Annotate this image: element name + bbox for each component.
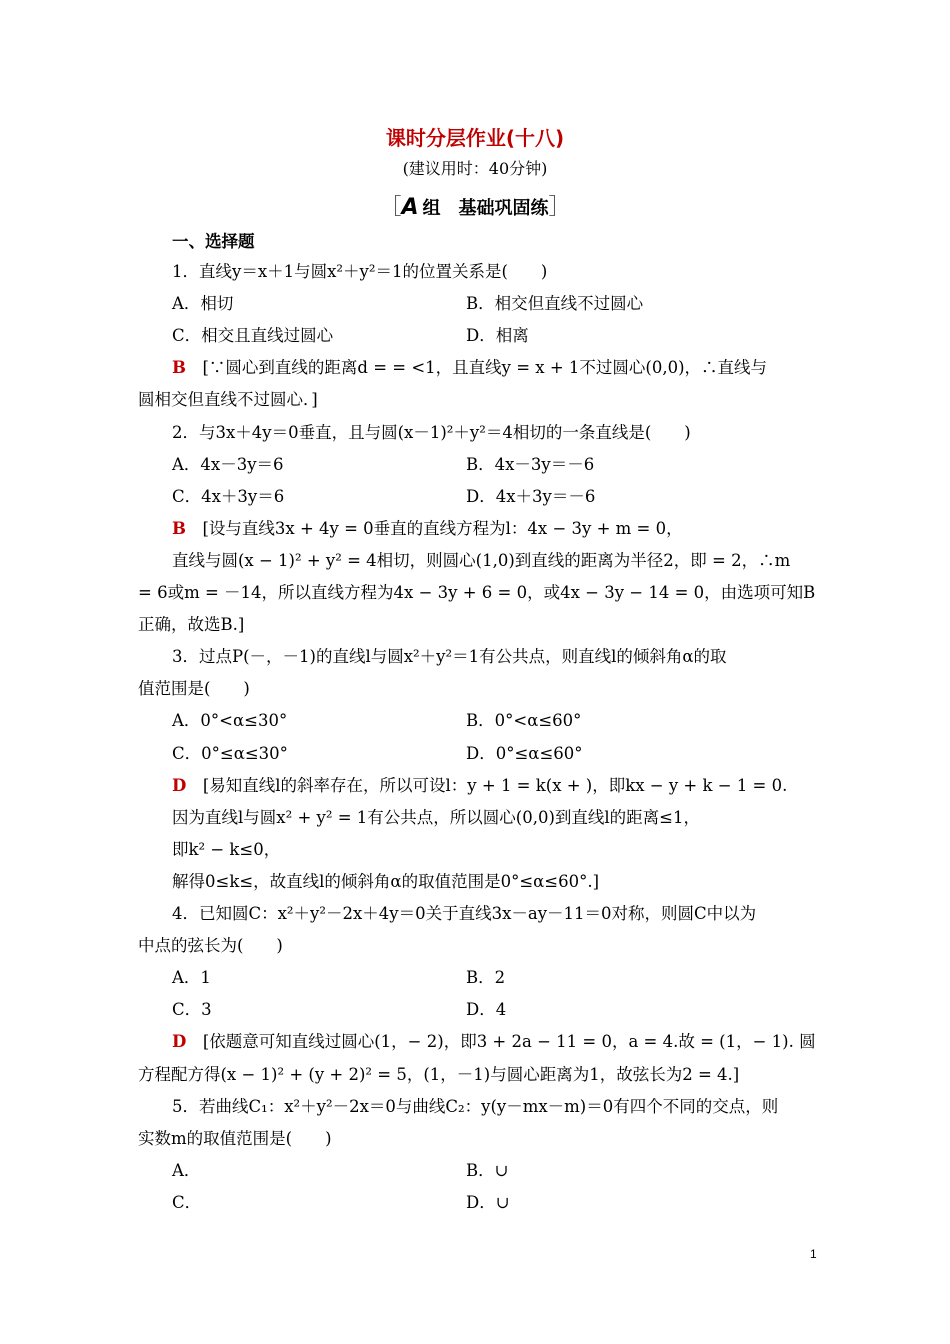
option-text: A．1 [172, 968, 211, 987]
option-text: B．相交但直线不过圆心 [466, 294, 644, 313]
line-text: 因为直线l与圆x² + y² = 1有公共点，所以圆心(0,0)到直线l的距离≤1， [172, 808, 700, 827]
group-badge: A [401, 195, 419, 220]
section-heading: 一、选择题 [172, 232, 255, 251]
option-text: C．4x＋3y＝6 [172, 487, 285, 506]
text-line [138, 614, 244, 636]
line-text: 直线与圆(x − 1)² + y² = 4相切，则圆心(1,0)到直线的距离为半径2，即 = 2，∴m [172, 551, 791, 570]
text-line [172, 807, 700, 829]
line-text: 实数m的取值范围是( ) [138, 1129, 332, 1148]
text-line [172, 550, 790, 572]
line-text: [依题意可知直线过圆心(1，− 2)，即3 + 2a − 11 = 0，a = 4.故 = (1，− 1). 圆 [202, 1032, 816, 1051]
line-text: [设与直线3x + 4y = 0垂直的直线方程为l：4x − 3y + m = 0， [202, 519, 683, 538]
group-label: 组 基础巩固练 [422, 198, 549, 219]
left-bracket-icon: ［ [379, 195, 402, 220]
line-text: 中点的弦长为( ) [138, 936, 283, 955]
line-text: 即k² − k≤0， [172, 840, 281, 859]
text-line [138, 1128, 332, 1150]
line-text: [易知直线l的斜率存在，所以可设l：y + 1 = k(x + )，即kx − y + k − 1 = 0. [202, 776, 788, 795]
line-text: 正确，故选B.] [138, 615, 245, 634]
text-line [138, 935, 283, 957]
option-text: D．4x＋3y＝－6 [466, 487, 596, 506]
line-text: = 6或m = －14，所以直线方程为4x − 3y + 6 = 0，或4x − 3y − 14 = 0，由选项可知B [138, 583, 816, 602]
text-line [172, 1096, 778, 1118]
line-text: 1．直线y＝x＋1与圆x²＋y²＝1的位置关系是( ) [172, 262, 548, 281]
option-text: D．相离 [466, 326, 529, 345]
answer-line [172, 357, 767, 379]
line-text: 值范围是( ) [138, 679, 250, 698]
group-heading [0, 190, 950, 221]
text-line [138, 1064, 739, 1086]
option-text: B．2 [466, 968, 506, 987]
answer-line [172, 1031, 816, 1053]
answer-letter: B [172, 519, 186, 538]
text-line [172, 871, 599, 893]
line-text: 方程配方得(x − 1)² + (y + 2)² = 5，(1，－1)与圆心距离为1，故弦长为2 = 4.] [138, 1065, 740, 1084]
option-text: D．4 [466, 1000, 507, 1019]
option-text: D．0°≤α≤60° [466, 744, 583, 763]
option-text: B．4x－3y＝－6 [466, 455, 595, 474]
option-text: A．0°<α≤30° [172, 711, 288, 730]
option-text: C． [172, 1193, 202, 1212]
text-line [172, 261, 547, 283]
option-text: C．3 [172, 1000, 212, 1019]
right-bracket-icon: ］ [548, 195, 571, 220]
answer-letter: D [172, 776, 187, 795]
option-text: A．4x－3y＝6 [172, 455, 284, 474]
option-text: B．0°<α≤60° [466, 711, 582, 730]
text-line [172, 422, 691, 444]
option-text: D．∪ [466, 1193, 510, 1212]
answer-letter: D [172, 1032, 187, 1051]
line-text: 5．若曲线C₁：x²＋y²－2x＝0与曲线C₂：y(y－mx－m)＝0有四个不同的交点，则 [172, 1097, 779, 1116]
page-number: 1 [810, 1247, 817, 1261]
option-text: B．∪ [466, 1161, 509, 1180]
answer-line [172, 518, 683, 540]
line-text: [∵圆心到直线的距离d = = <1，且直线y = x + 1不过圆心(0,0)，∴直线与 [202, 358, 768, 377]
text-line [138, 678, 250, 700]
line-text: 3．过点P(－，－1)的直线l与圆x²＋y²＝1有公共点，则直线l的倾斜角α的取 [172, 647, 727, 666]
option-text: C．0°≤α≤30° [172, 744, 288, 763]
answer-line [172, 775, 787, 797]
option-text: A．相切 [172, 294, 234, 313]
answer-letter: B [172, 358, 186, 377]
time-suggestion: (建议用时：40分钟) [402, 159, 548, 178]
line-text: 解得0≤k≤，故直线l的倾斜角α的取值范围是0°≤α≤60°.] [172, 872, 600, 891]
line-text: 4．已知圆C：x²＋y²－2x＋4y＝0关于直线3x－ay－11＝0对称，则圆C中以为 [172, 904, 757, 923]
text-line [172, 839, 280, 861]
text-line [172, 903, 756, 925]
text-line [138, 582, 815, 604]
option-text: C．相交且直线过圆心 [172, 326, 334, 345]
page-title: 课时分层作业(十八) [385, 126, 565, 150]
line-text: 2．与3x＋4y＝0垂直，且与圆(x－1)²＋y²＝4相切的一条直线是( ) [172, 423, 691, 442]
text-line [138, 389, 318, 411]
option-text: A． [172, 1161, 201, 1180]
text-line [172, 646, 727, 668]
line-text: 圆相交但直线不过圆心．] [138, 390, 318, 409]
